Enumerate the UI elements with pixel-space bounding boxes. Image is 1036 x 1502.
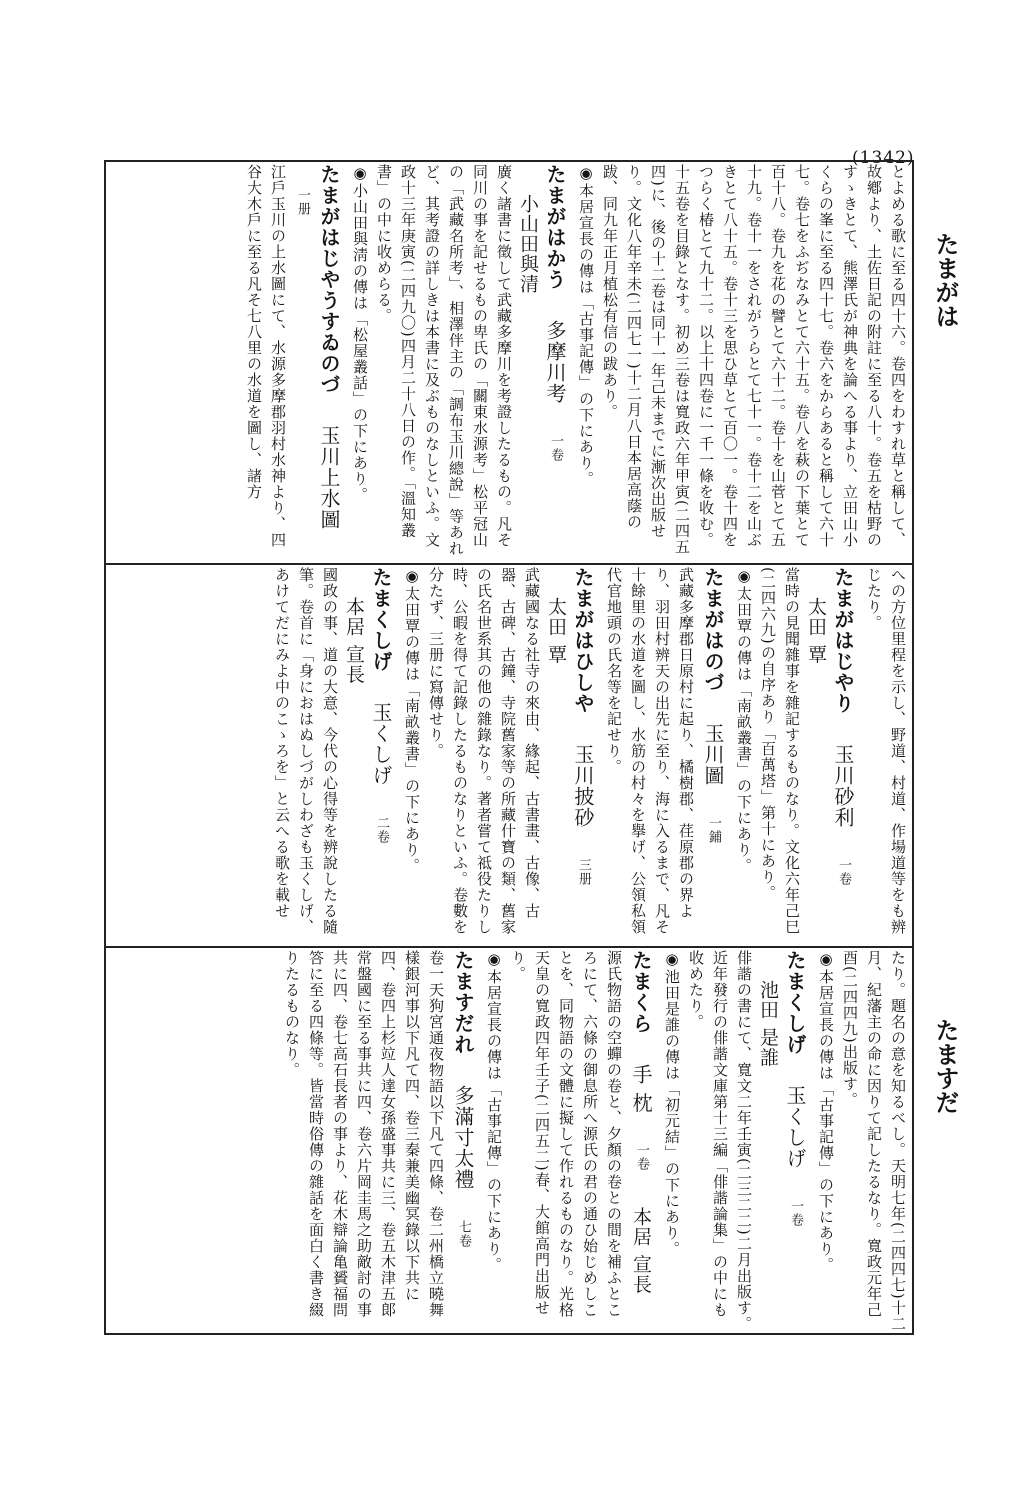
entry-title: 多摩川考 <box>543 319 567 404</box>
entry-body: 江戶玉川の上水圖にて、水源多摩郡羽村水神より、四谷大木戶に至る凡そ七八里の水道を圖し、諸方 <box>245 164 287 548</box>
entry-heading: たまがはかう <box>543 164 567 290</box>
entry-volumes: 三册 <box>576 857 591 886</box>
entry-volumes: 二卷 <box>374 815 389 844</box>
entry-body: 源氏物語の空蟬の卷と、夕顏の卷との間を補ふところにて、六條の御息所へ源氏の君の通ひ始じめしことを、同物語の文體に擬して作れるものなり。光格天皇の寬政四年壬子(二四五二)春、大館高門出版せり。 <box>509 950 623 1318</box>
entry-volumes: 一卷 <box>548 433 563 462</box>
entry-note: ◉太田覃の傳は「南畝叢書」の下にあり。 <box>735 567 753 874</box>
entry-volumes: 一卷 <box>836 857 851 886</box>
tier-divider-1 <box>104 563 914 565</box>
continuation-text <box>860 567 912 943</box>
entry-title: 玉川砂利 <box>831 743 855 828</box>
entry-title: 玉くしげ <box>369 701 393 786</box>
continuation-text <box>572 164 912 560</box>
entry-title: 玉川披砂 <box>571 743 595 828</box>
continuation-text <box>812 950 912 1332</box>
entry-body: 卷一天狗宮通夜物語以下凡て四條、卷二州橋立曉舞樣銀河事以下凡て四、卷三秦兼美幽冥錄以下共に四、卷四上杉竝人達女孫盛事共に三、卷五木津五郞常盤國に至る事共に四、卷六片岡圭馬之助敵討の事共に四、卷七高石長者の事より、花木辯論亀贇福問答に至る四條等。皆當時俗傳の雜話を面白く書き綴りたるものなり。 <box>283 950 445 1318</box>
entry-body: 國政の事、道の大意、今代の心得等を辨說したる隨筆。卷首に「身におはぬしづがしわざも玉くしげ、あけてだにみよ中のこゝろを」と云へる歌を載せ <box>273 567 339 935</box>
entry-body: 俳諧の書にて、寬文二年壬寅(二三二二)二月出版す。近年發行の俳諧文庫第十三編「俳諧論集」の中にも收めたり。 <box>687 950 753 1332</box>
entry-heading: たまがはひしや <box>571 567 595 714</box>
entry-title: 多滿寸太禮 <box>451 1084 475 1190</box>
entry-author: 小山田與清 <box>517 194 539 294</box>
tier-divider-2 <box>104 946 914 948</box>
tier-top <box>106 164 912 560</box>
entry-note: ◉本居宣長の傳は「古事記傳」の下にあり。 <box>485 950 503 1273</box>
entry-heading: たまくしげ <box>369 567 393 672</box>
entry-tamagawa-jousui <box>240 164 346 560</box>
entry-tamakura <box>480 950 658 1332</box>
entry-title: 玉川上水圖 <box>317 424 341 530</box>
entry-author: 本居 宣長 <box>630 1206 652 1294</box>
entry-author: 太田 覃 <box>545 597 567 665</box>
entry-body: 武藏國なる社寺の來由、緣起、古書畫、古像、古器、古碑、古鐘、寺院舊家等の所藏什寶の類、舊家の氏名世系其の他の雜錄なり。著者嘗て祗役たりし時、公暇を得て記錄したるものなりといふ。卷數を分たず、三册に寫傳せり。 <box>427 567 541 935</box>
entry-body: への方位里程を示し、野道、村道、作場道等をも辨じたり。 <box>865 567 907 935</box>
entry-volumes: 七卷 <box>456 1219 471 1248</box>
entry-author: 太田 覃 <box>805 597 827 665</box>
entry-note: ◉太田覃の傳は「南畝叢書」の下にあり。 <box>403 567 421 874</box>
entry-heading: たまがはのづ <box>701 567 725 693</box>
entry-note: ◉本居宣長の傳は「古事記傳」の下にあり。 <box>577 164 595 487</box>
entry-tamagawa-hisha <box>398 567 600 943</box>
entry-body: 當時の見聞雜事を雜記するものなり。文化六年己巳(二四六九)の自序あり「百萬塔」第十にあり。 <box>759 567 801 935</box>
entry-note: ◉池田是誰の傳は「初元結」の下にあり。 <box>663 950 681 1257</box>
entry-heading: たまくら <box>629 950 653 1034</box>
entry-heading: たまがはじやうすゐのづ <box>317 164 341 395</box>
entry-title: 玉川圖 <box>701 722 725 786</box>
entry-author: 本居 宣長 <box>343 597 365 685</box>
entry-note: ◉本居宣長の傳は「古事記傳」の下にあり。 <box>817 950 835 1273</box>
entry-body: 武藏多摩郡日原村に起り、橘樹郡、荏原郡の界より、羽田村辨天の出先に至り、海に入るまで、凡そ十餘里の水道を圖し、水筋の村々を擧げ、公領私領代官地頭の氏名等を記せり。 <box>605 567 695 935</box>
entry-body: 廣く諸書に徵して武藏多摩川を考證したるもの。凡そ同川の事を記せるもの卑氏の「關東水源考」松平冠山の「武藏名所考」、相澤伴主の「調布玉川總說」等あれど、其考證の詳しきは本書に及ぶものなしといふ。文政十三年庚寅(二四九〇)四月二十八日の作。「溫知叢書」の中に收めらる。 <box>375 164 513 557</box>
entry-tamagawakou <box>346 164 572 560</box>
entry-heading: たますだれ <box>451 950 475 1055</box>
entry-tamagawa-zu <box>600 567 730 943</box>
page-number: (1342) <box>852 148 915 168</box>
entry-body: とよめる歌に至る四十六。卷四をわすれ草と稱して、故鄕より、土佐日記の附註に至る八十。卷五を枯野のすゝきとて、熊澤氏が神典を論へる事より、立田山小くらの峯に至る四十七。卷六をからあると稱して六十七。卷七をふぢなみとて六十五。卷八を萩の下葉とて百十八。卷九を花の譬とて六十二。卷十を山菅とて五十九。卷十一をされがうらとて七十一。卷十二を山ぶきとて八十五。卷十三を思ひ草とて百〇一。卷十四をつらく椿とて九十二。以上十四卷に一千一條を收む。十五卷を目錄となす。初め三卷は寬政六年甲寅(二四五四)に、後の十二卷は同十一年己未までに漸次出版せり。文化八年辛未(二四七一)十二月八日本居高蔭の跋、同九年正月植松有信の跋あり。 <box>601 164 907 555</box>
entry-body: たり。題名の意を知るべし。天明七年(二四四七)十二月、紀藩主の命に因りて記したるなり。寬政元年己酉(二四四九)出版す。 <box>841 950 907 1332</box>
tier-bottom <box>106 950 912 1332</box>
entry-title: 玉くしげ <box>783 1084 807 1169</box>
entry-volumes: 一卷 <box>634 1142 649 1171</box>
entry-volumes: 一鋪 <box>706 815 721 844</box>
entry-tamakushige <box>268 567 398 943</box>
entry-heading: たまがはじやり <box>831 567 855 714</box>
entry-author: 池田 是誰 <box>757 980 779 1068</box>
side-label-bottom: たますだ <box>931 1018 960 1114</box>
entry-tamasudare <box>278 950 480 1332</box>
side-label-top: たまがは <box>931 232 960 328</box>
entry-note: ◉小山田與淸の傳は「松屋叢話」の下にあり。 <box>351 164 369 503</box>
entry-heading: たまくしげ <box>783 950 807 1055</box>
tier-middle <box>106 567 912 943</box>
entry-title: 手 枕 <box>629 1063 653 1114</box>
entry-tamakushige-ikeda <box>658 950 812 1332</box>
entry-tamagawa-jari <box>730 567 860 943</box>
entry-volumes: 一册 <box>295 188 310 216</box>
entry-volumes: 一卷 <box>788 1198 803 1227</box>
